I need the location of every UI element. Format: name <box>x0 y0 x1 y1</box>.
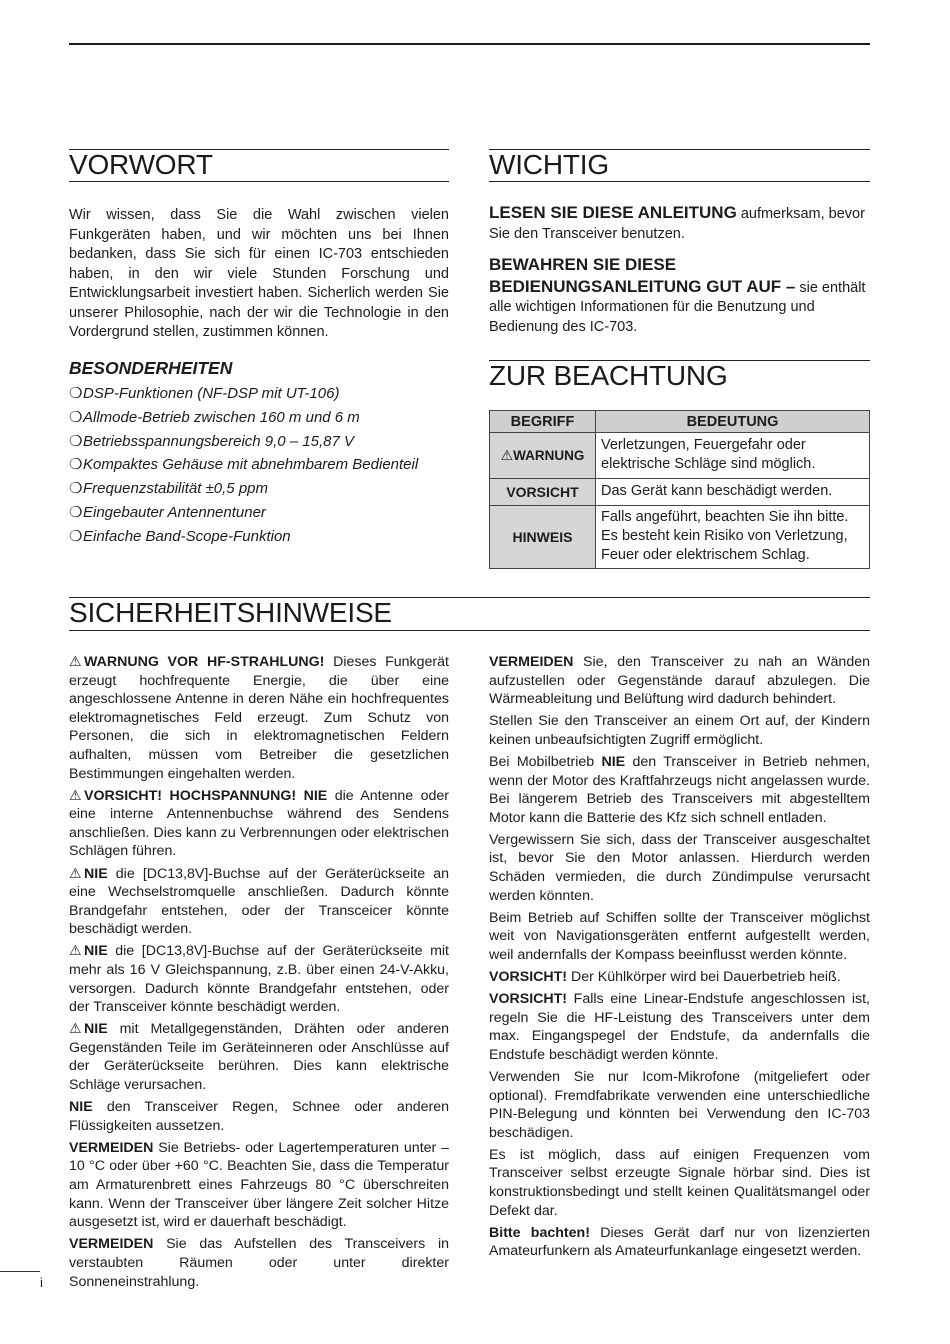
feature-text: DSP-Funktionen (NF-DSP mit UT-106) <box>83 385 340 402</box>
legend-header-term: BEGRIFF <box>490 411 596 433</box>
safety-text: Sie Betriebs- oder Lagertemperaturen unter –10 °C oder über +60 °C. Beachten Sie, dass die Temperatur am Armaturenbrett eines Fahrzeugs 80 °C überschreiten kann. Wenn der Transceiver über längere Zeit solcher Hitze ausgesetzt ist, wird er dauerhaft beschädigt. <box>69 1139 449 1231</box>
safety-emphasis: NIE <box>84 943 108 960</box>
warning-triangle-icon: ⚠ <box>69 865 82 882</box>
safety-text: Es ist möglich, dass auf einigen Frequenzen vom Transceiver selbst erzeugte Signale hörbar sind. Dies ist konstruktionsbedingt und stellt keinen Qualitätsmangel oder Defekt dar. <box>489 1146 870 1219</box>
safety-emphasis: VERMEIDEN <box>69 1236 154 1253</box>
circle-bullet-icon: ❍ <box>69 408 83 426</box>
feature-item <box>69 406 449 430</box>
safety-paragraph <box>489 990 870 1064</box>
safety-paragraph <box>489 653 870 709</box>
wichtig-p1-bold: LESEN SIE DIESE ANLEITUNG <box>489 203 737 222</box>
wichtig-p2-bold: BEWAHREN SIE DIESE BEDIENUNGSANLEITUNG GUT AUF – <box>489 255 796 296</box>
feature-item <box>69 525 449 549</box>
circle-bullet-icon: ❍ <box>69 432 83 450</box>
legend-meaning-warnung: Verletzungen, Feuergefahr oder elektrische Schläge sind möglich. <box>596 433 870 479</box>
safety-text: die Antenne oder eine interne Antennenbuchse während des Sendens anschließen. Dies kann zu Verbrennungen oder elektrischen Schlägen führen. <box>69 787 449 860</box>
circle-bullet-icon: ❍ <box>69 480 83 498</box>
safety-pre-text: Bei Mobilbetrieb <box>489 753 602 770</box>
safety-paragraph <box>69 787 449 861</box>
legend-term-hinweis: HINWEIS <box>490 506 596 569</box>
legend-table <box>489 410 870 569</box>
warning-triangle-icon: ⚠ <box>69 654 82 670</box>
safety-text: Dieses Funkgerät erzeugt hochfrequente Energie, die über eine angeschlossene Antenne in deren Nähe ein hochfrequentes elektromagnetisches Feld erzeugt. Zum Schutz von Personen, die sich in elektromagnetischen Feldern aufhalten, müssen vom Betreiber die gesetzlichen Bestimmungen eingehalten werden. <box>69 654 449 782</box>
feature-item <box>69 477 449 501</box>
beachtung-heading-rule <box>489 360 870 392</box>
feature-text: Eingebauter Antennentuner <box>83 503 266 521</box>
feature-text: Frequenzstabilität ±0,5 ppm <box>83 480 268 498</box>
safety-emphasis: NIE <box>84 1021 108 1038</box>
beachtung-title: ZUR BEACHTUNG <box>489 360 728 391</box>
feature-item <box>69 430 449 454</box>
wichtig-p2-text: sie enthält alle wichtigen Informationen für die Benutzung und Bedienung des IC-703. <box>489 279 866 335</box>
safety-paragraph <box>489 1146 870 1220</box>
safety-text: die [DC13,8V]-Buchse auf der Geräterückseite an eine Wechselstromquelle anschließen. Dadurch könnte Brandgefahr entstehen, oder der Transceicer könnte beschädigt werden. <box>69 865 449 938</box>
safety-text: den Transceiver in Betrieb nehmen, wenn der Motor des Kraftfahrzeugs nicht angelassen wurde. Bei längerem Betrieb des Transceivers mit abgestelltem Motor kann die Batterie des Kfz sich schnell entladen. <box>489 753 870 826</box>
wichtig-paragraph-2 <box>489 255 870 337</box>
safety-emphasis: NIE <box>84 865 108 882</box>
legend-header-meaning: BEDEUTUNG <box>596 411 870 433</box>
feature-text: Allmode-Betrieb zwischen 160 m und 6 m <box>83 408 360 426</box>
feature-item <box>69 382 449 406</box>
legend-term-warnung-label: WARNUNG <box>513 448 585 463</box>
safety-paragraph <box>489 831 870 905</box>
safety-right-column <box>489 653 870 1264</box>
circle-bullet-icon: ❍ <box>69 385 83 402</box>
safety-text: Dieses Gerät darf nur von lizenzierten Amateurfunkern als Amateurfunkanlage eingesetzt werden. <box>489 1224 870 1260</box>
table-row <box>490 506 870 569</box>
safety-paragraph <box>489 753 870 827</box>
feature-text: Kompaktes Gehäuse mit abnehmbarem Bedienteil <box>83 456 419 474</box>
safety-paragraph <box>489 1224 870 1261</box>
safety-emphasis: VORSICHT! HOCHSPANNUNG! NIE <box>84 787 328 804</box>
safety-paragraph <box>69 1020 449 1094</box>
legend-term-vorsicht: VORSICHT <box>490 479 596 506</box>
vorwort-body: Wir wissen, dass Sie die Wahl zwischen vielen Funkgeräten haben, und wir möchten uns bei Ihnen bedanken, dass Sie sich für einen IC-703 entschieden haben, in den wir viele Stunden Forschung und Entwicklungsarbeit investiert haben. Sicherlich werden Sie unserer Philosophie, nach der wir die Technologie in den Vordergrund stellen, zustimmen können. <box>69 207 449 340</box>
warning-triangle-icon: ⚠ <box>69 787 82 804</box>
table-row <box>490 479 870 506</box>
safety-text: Sie, den Transceiver zu nah an Wänden aufzustellen oder Gegenstände darauf abzulegen. Die Wärmeableitung und Belüftung wird dadurch behindert. <box>489 654 870 708</box>
sicherheit-heading-rule <box>69 597 870 631</box>
safety-paragraph <box>69 1098 449 1135</box>
safety-paragraph <box>69 1235 449 1291</box>
wichtig-column <box>489 203 870 337</box>
wichtig-paragraph-1 <box>489 203 870 244</box>
sicherheit-title: SICHERHEITSHINWEISE <box>69 597 392 628</box>
page-number: i <box>40 1275 43 1290</box>
circle-bullet-icon: ❍ <box>69 456 83 474</box>
features-title: BESONDERHEITEN <box>69 357 233 378</box>
safety-emphasis: VORSICHT! <box>489 969 568 985</box>
feature-item <box>69 501 449 525</box>
feature-text: Einfache Band-Scope-Funktion <box>83 527 291 545</box>
warning-triangle-icon: ⚠ <box>69 1021 82 1038</box>
wichtig-p1-text: aufmerksam, bevor Sie den Transceiver benutzen. <box>489 206 865 242</box>
safety-paragraph <box>69 865 449 939</box>
safety-emphasis: VORSICHT! <box>489 991 568 1008</box>
vorwort-heading-rule <box>69 149 449 182</box>
features-list <box>69 382 449 549</box>
wichtig-heading-rule <box>489 149 870 182</box>
circle-bullet-icon: ❍ <box>69 527 83 545</box>
safety-left-column <box>69 653 449 1295</box>
safety-text: Der Kühlkörper wird bei Dauerbetrieb heiß. <box>567 969 841 985</box>
safety-text: mit Metallgegenständen, Drähten oder anderen Gegenständen Teile im Geräteinneren oder Anschlüsse auf der Geräterückseite berühren. Dies kann elektrische Schläge verursachen. <box>69 1021 449 1094</box>
feature-item <box>69 453 449 477</box>
safety-text: Beim Betrieb auf Schiffen sollte der Transceiver möglichst weit von Navigationsgeräten entfernt aufgestellt werden, weil andernfalls der Kompass beeinflusst werden könnte. <box>489 909 870 963</box>
safety-paragraph <box>489 968 870 987</box>
safety-paragraph <box>489 909 870 965</box>
legend-meaning-hinweis: Falls angeführt, beachten Sie ihn bitte. Es besteht kein Risiko von Verletzung, Feuer oder elektrischem Schlag. <box>596 506 870 569</box>
safety-paragraph <box>489 1068 870 1142</box>
feature-text: Betriebsspannungsbereich 9,0 – 15,87 V <box>83 432 355 450</box>
safety-emphasis: Bitte bachten! <box>489 1224 590 1241</box>
legend-term-warnung <box>490 433 596 479</box>
safety-emphasis: VERMEIDEN <box>69 1139 154 1156</box>
safety-text: die [DC13,8V]-Buchse auf der Geräterückseite mit mehr als 16 V Gleichspannung, z.B. über einen 24-V-Akku, versorgen. Dadurch könnte Brandgefahr entstehen, oder der Transceiver könnte beschädigt werden. <box>69 943 449 1016</box>
safety-emphasis: WARNUNG VOR HF-STRAHLUNG! <box>84 654 325 670</box>
circle-bullet-icon: ❍ <box>69 503 83 521</box>
warning-triangle-icon: ⚠ <box>69 943 82 960</box>
legend-meaning-vorsicht: Das Gerät kann beschädigt werden. <box>596 479 870 506</box>
table-row <box>490 433 870 479</box>
vorwort-column <box>69 206 449 549</box>
wichtig-title: WICHTIG <box>489 149 609 180</box>
safety-emphasis: NIE <box>69 1099 93 1116</box>
safety-text: Falls eine Linear-Endstufe angeschlossen ist, regeln Sie die HF-Leistung des Transceivers unter dem max. Eingangspegel der Endstufe, da andernfalls die Endstufe beschädigt werden könnte. <box>489 991 870 1063</box>
safety-emphasis: VERMEIDEN <box>489 654 574 670</box>
safety-text: Verwenden Sie nur Icom-Mikrofone (mitgeliefert oder optional). Fremdfabrikate verwenden eine unterschiedliche PIN-Belegung und könnten bei Verwendung den IC-703 beschädigen. <box>489 1068 870 1141</box>
warning-triangle-icon: ⚠ <box>500 447 514 463</box>
safety-emphasis: NIE <box>601 753 626 770</box>
vorwort-title: VORWORT <box>69 149 213 180</box>
top-rule <box>69 43 870 45</box>
safety-text: Stellen Sie den Transceiver an einem Ort auf, der Kindern keinen unbeaufsichtigten Zugriff ermöglicht. <box>489 713 870 748</box>
safety-text: Vergewissern Sie sich, dass der Transceiver ausgeschaltet ist, bevor Sie den Motor anlassen. Hierdurch werden Schäden vermieden, die durch Zündimpulse verursacht werden könnten. <box>489 831 870 904</box>
safety-paragraph <box>69 653 449 783</box>
safety-paragraph <box>69 942 449 1016</box>
page-footer-rule <box>0 1271 40 1272</box>
safety-paragraph <box>69 1139 449 1232</box>
safety-text: Sie das Aufstellen des Transceivers in verstaubten Räumen oder unter direkter Sonneneinstrahlung. <box>69 1236 449 1290</box>
safety-paragraph <box>489 712 870 749</box>
safety-text: den Transceiver Regen, Schnee oder anderen Flüssigkeiten aussetzen. <box>69 1099 449 1134</box>
